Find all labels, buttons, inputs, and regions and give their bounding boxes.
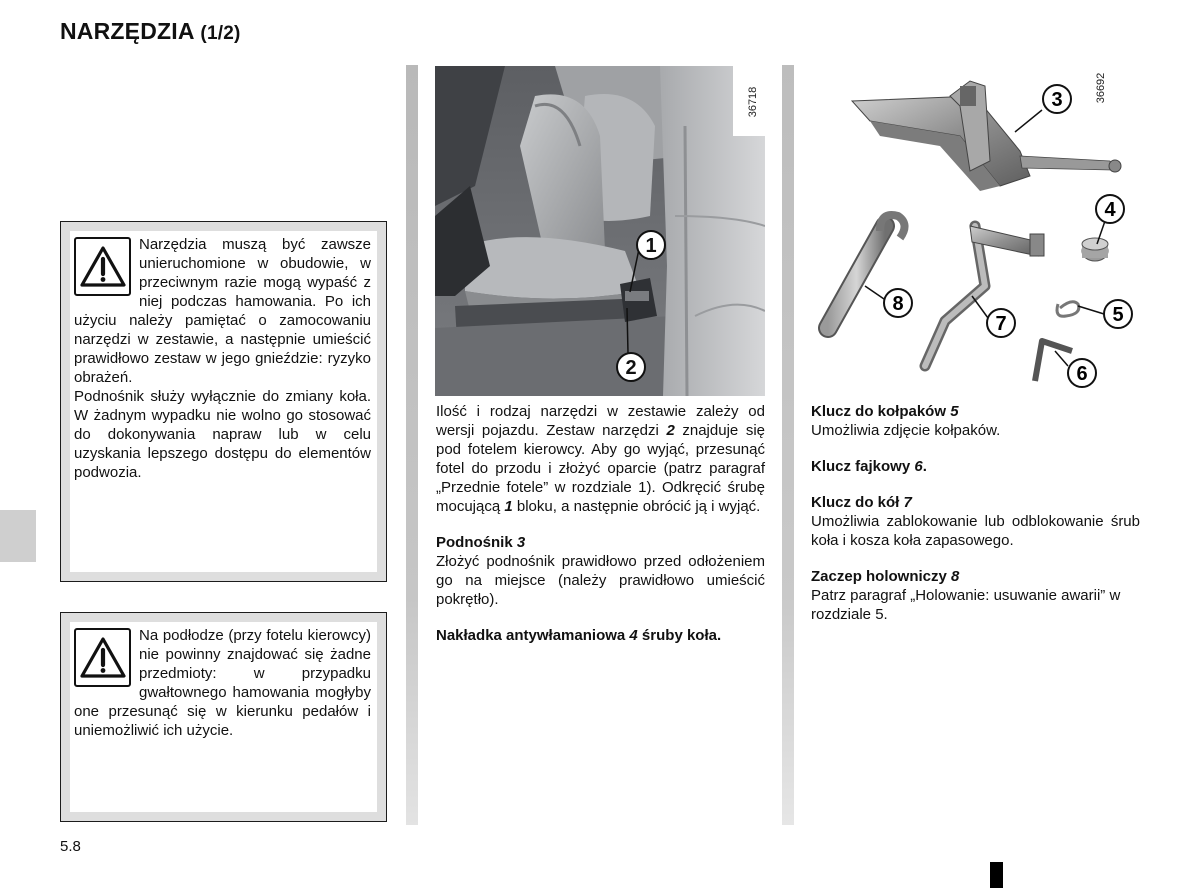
- ref-num: 2: [666, 422, 675, 439]
- wheel-wrench: [925, 226, 1044, 366]
- chapter-tab: [0, 510, 36, 562]
- callout-3: 3: [1051, 89, 1063, 111]
- page-title: [60, 18, 241, 45]
- callout-2: 2: [625, 357, 637, 379]
- jack-heading: Podnośnik 3: [436, 534, 526, 551]
- warning-box-floor: [60, 612, 387, 822]
- column-divider-right: [782, 65, 794, 825]
- anti-theft-nut-cap: [1082, 238, 1108, 261]
- toolkit-intro: Ilość i rodzaj narzędzi w zestawie zależy od wersji pojazdu. Zestaw narzędzi 2 znajduje się pod fotelem kierowcy. Aby go wyjąć, przesunąć fotel do przodu i złożyć oparcie (patrz paragraf „Przednie fotele” w rozdziale 1). Odkręcić śrubę mocującą 1 bloku, a następnie obrócić ją i wyjąć.: [436, 403, 766, 515]
- page-number: 5.8: [60, 838, 81, 855]
- figure-code: 36718: [747, 86, 759, 118]
- callout-5: 5: [1112, 304, 1124, 326]
- warning-text-jack: Podnośnik służy wyłącznie do zmiany koła. W żadnym wypadku nie wolno go stosować do dokonywania napraw lub w celu uzyskania lepszego dostępu do elementów podwozia.: [74, 388, 371, 481]
- wheel-wrench-heading: Klucz do kół 7: [811, 494, 912, 511]
- callout-7: 7: [995, 313, 1007, 335]
- title-main: NARZĘDZIA: [60, 18, 194, 44]
- nut-section: Nakładka antywłamaniowa 4 śruby koła.: [436, 627, 722, 644]
- seat-toolkit-photo: [435, 66, 765, 396]
- figure-code: 36692: [1095, 72, 1107, 104]
- hub-cap-key: [1057, 302, 1079, 317]
- warning-triangle-icon: [74, 237, 131, 296]
- warning-text: Narzędzia muszą być zawsze unieruchomione w obudowie, w przeciwnym razie mogą wypaść z niej podczas hamowania. Po ich użyciu należy pamiętać o zamocowaniu narzędzi w zestawie, a następnie umieścić prawidłowo zestaw w jego gnieździe: ryzyko obrażeń.: [74, 236, 371, 386]
- toolkit-text-column: [436, 402, 765, 662]
- wheel-wrench-section: Klucz do kół 7 Umożliwia zablokowanie lub odblokowanie śrub koła i kosza koła zapasowego.: [811, 494, 1140, 549]
- warning-triangle-icon: [74, 628, 131, 687]
- hub-key-section: Klucz do kołpaków 5 Umożliwia zdjęcie kołpaków.: [811, 403, 1001, 439]
- tow-hook-section: Zaczep holowniczy 8 Patrz paragraf „Holowanie: usuwanie awarii” w rozdziale 5.: [811, 568, 1121, 623]
- warning-text: Na podłodze (przy fotelu kierowcy) nie powinny znajdować się żadne przedmioty: w przypadku gwałtownego hamowania mogłyby one przesunąć się w kierunku pedałów i uniemożliwić ich użycie.: [74, 627, 371, 739]
- pipe-key: [1035, 341, 1072, 381]
- ref-num: 1: [504, 498, 513, 515]
- callout-6: 6: [1076, 363, 1088, 385]
- title-part: (1/2): [200, 23, 241, 44]
- jack: [852, 81, 1121, 191]
- pipe-key-section: Klucz fajkowy 6.: [811, 458, 927, 475]
- tools-illustration: [810, 66, 1144, 396]
- warning-box-tools: [60, 221, 387, 582]
- callout-8: 8: [892, 293, 904, 315]
- tools-text-column: [811, 402, 1140, 641]
- warning-content: [70, 622, 377, 812]
- seat-illustration: [435, 66, 765, 396]
- tow-hook-heading: Zaczep holowniczy 8: [811, 568, 960, 585]
- callout-4: 4: [1104, 199, 1116, 221]
- print-mark: [990, 862, 1003, 888]
- callout-1: 1: [645, 235, 657, 257]
- tools-drawing: [810, 66, 1144, 396]
- jack-text: Złożyć podnośnik prawidłowo przed odłożeniem go na miejsce (należy prawidłowo umieścić pokrętło).: [436, 553, 765, 608]
- warning-content: [70, 231, 377, 572]
- column-divider-left: [406, 65, 418, 825]
- hub-key-heading: Klucz do kołpaków 5: [811, 403, 959, 420]
- jack-section: [436, 533, 765, 609]
